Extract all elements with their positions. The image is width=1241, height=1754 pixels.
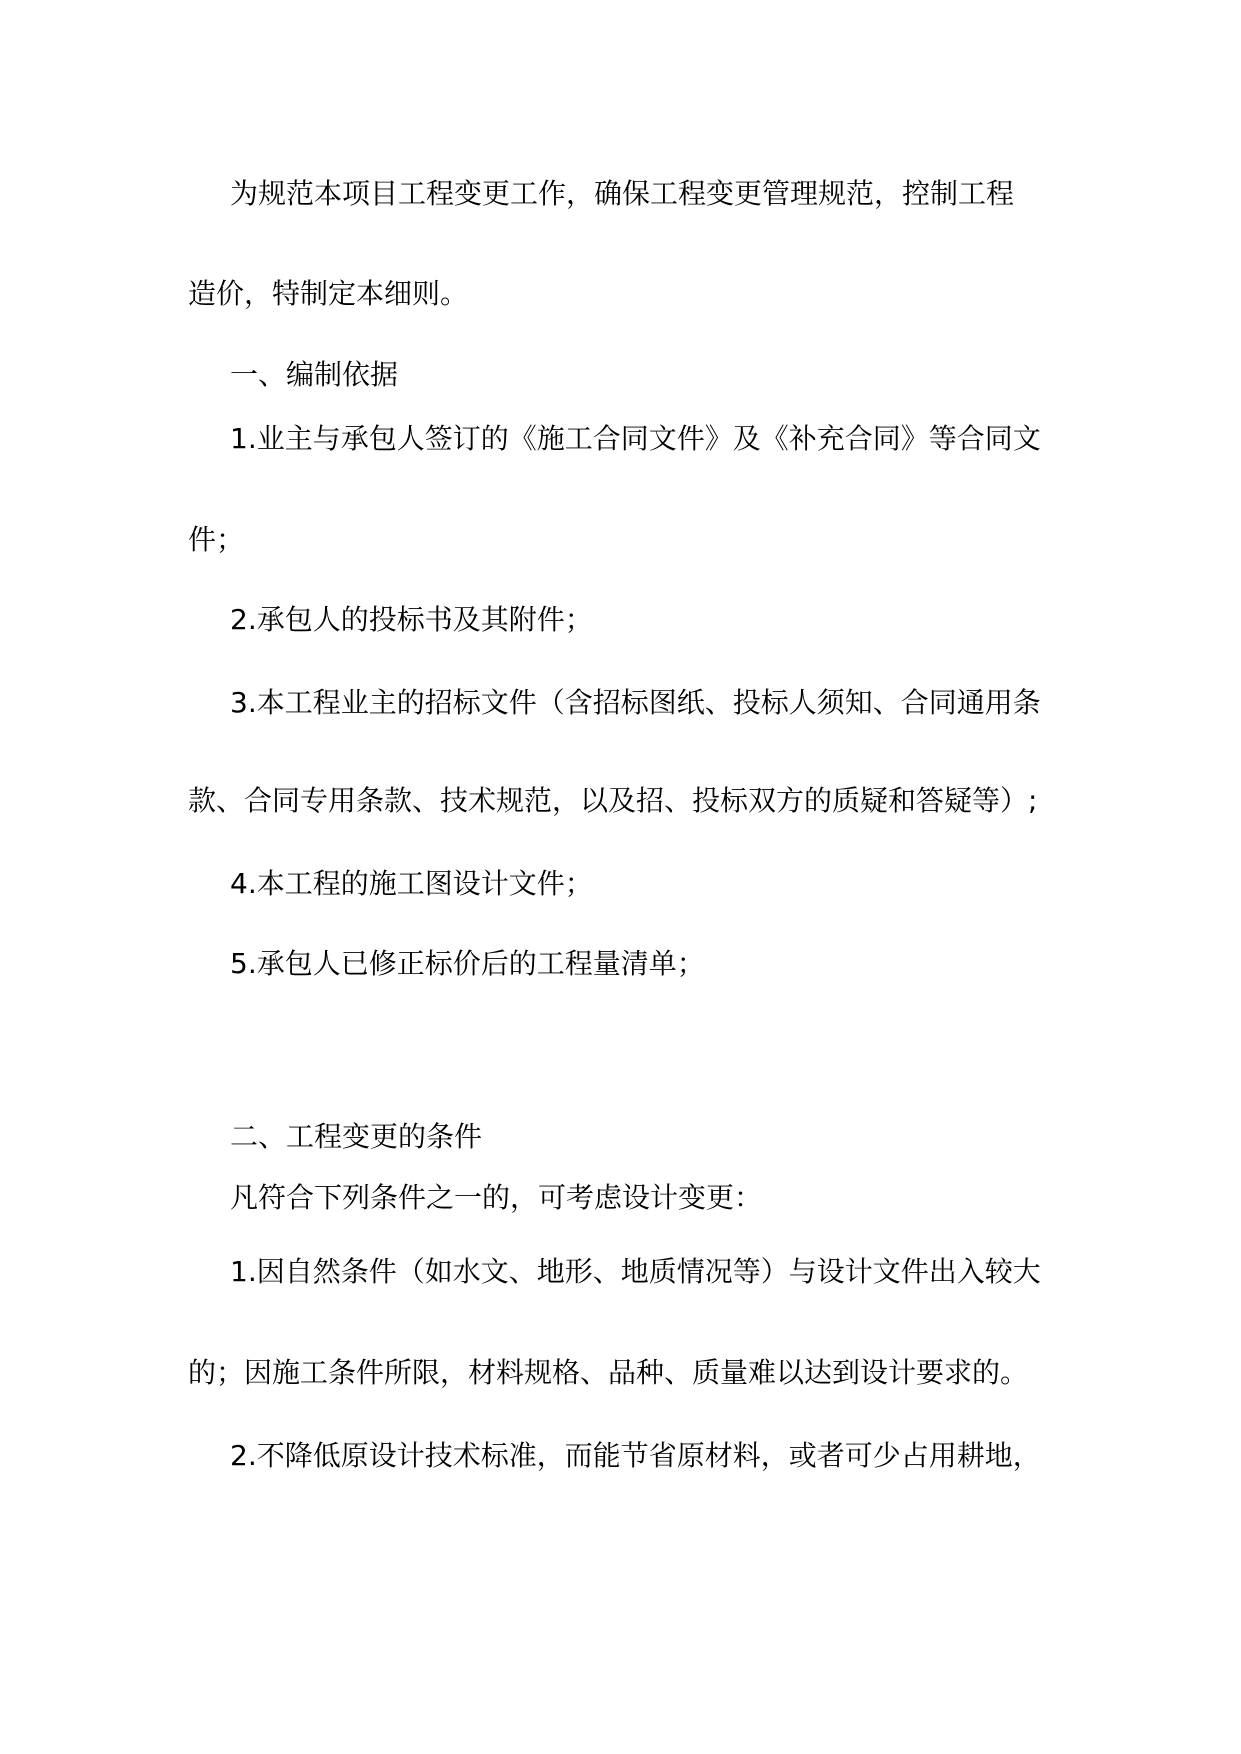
section-2-item-1-line-1: 1.因自然条件（如水文、地形、地质情况等）与设计文件出入较大	[230, 1255, 1041, 1288]
section-1-item-5: 5.承包人已修正标价后的工程量清单；	[230, 947, 705, 980]
intro-line-2: 造价，特制定本细则。	[188, 277, 469, 310]
section-1-heading: 一、编制依据	[230, 358, 399, 391]
section-1-item-3-line-1: 3.本工程业主的招标文件（含招标图纸、投标人须知、合同通用条	[230, 686, 1041, 719]
section-1-item-4: 4.本工程的施工图设计文件；	[230, 867, 593, 900]
section-2-heading: 二、工程变更的条件	[230, 1120, 483, 1153]
section-2-item-2-line-1: 2.不降低原设计技术标准，而能节省原材料，或者可少占用耕地，	[230, 1439, 1041, 1472]
section-1-item-1-line-2: 件；	[188, 523, 245, 556]
intro-line-1: 为规范本项目工程变更工作，确保工程变更管理规范，控制工程	[230, 177, 1015, 210]
section-1-item-3-line-2: 款、合同专用条款、技术规范，以及招、投标双方的质疑和答疑等）;	[188, 784, 1038, 817]
section-2-lead: 凡符合下列条件之一的，可考虑设计变更：	[230, 1181, 763, 1214]
section-1-item-1-line-1: 1.业主与承包人签订的《施工合同文件》及《补充合同》等合同文	[230, 422, 1041, 455]
section-2-item-1-line-2: 的；因施工条件所限，材料规格、品种、质量难以达到设计要求的。	[188, 1356, 1029, 1389]
section-1-item-2: 2.承包人的投标书及其附件；	[230, 603, 593, 636]
